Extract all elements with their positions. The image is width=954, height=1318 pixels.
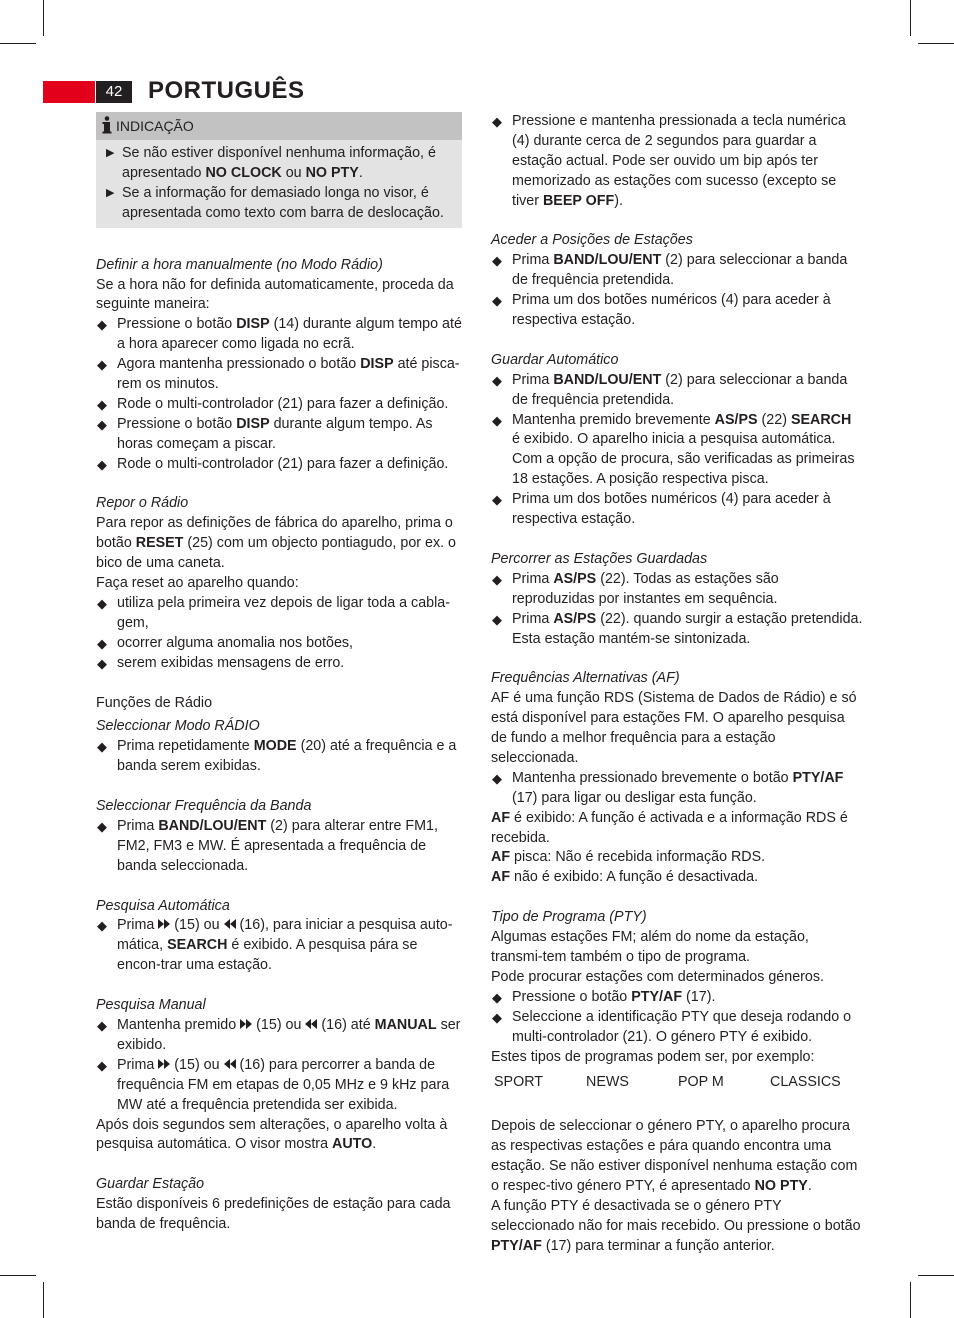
list-item: ◆ Agora mantenha pressionado o botão DISP até pisca-rem os minutos. (97, 356, 460, 393)
arrow-right-icon: ▶ (106, 186, 115, 199)
list-item: ◆ Prima repetidamente MODE (20) até a frequência e a banda serem exibidas. (97, 738, 457, 775)
crop-mark (918, 1275, 954, 1276)
pty-type: NEWS (586, 1074, 629, 1091)
section-heading: Frequências Alternativas (AF) (491, 670, 680, 687)
diamond-bullet-icon: ◆ (492, 1009, 502, 1025)
diamond-bullet-icon: ◆ (97, 1057, 107, 1073)
list-item: ◆ Prima BAND/LOU/ENT (2) para seleccionar a banda de frequência pretendida. (492, 252, 848, 289)
pty-type: SPORT (494, 1074, 543, 1091)
list-item: ◆ Prima BAND/LOU/ENT (2) para alterar entre FM1, FM2, FM3 e MW. É apresentada a frequência de banda seleccionada. (97, 817, 438, 874)
pty-type: POP M (678, 1074, 724, 1091)
diamond-bullet-icon: ◆ (97, 918, 107, 934)
diamond-bullet-icon: ◆ (492, 412, 502, 428)
crop-mark (43, 1282, 44, 1318)
paragraph: Para repor as definições de fábrica do aparelho, prima o botão RESET (25) com um objecto pontiagudo, por ex. o bico de uma caneta. (96, 515, 457, 572)
list-item: ◆ Pressione o botão DISP durante algum tempo. As horas começam a piscar. (97, 415, 433, 452)
paragraph: Se a hora não for definida automaticamente, proceda da seguinte maneira: (96, 276, 454, 313)
diamond-bullet-icon: ◆ (492, 293, 502, 309)
fast-forward-icon (240, 1019, 252, 1029)
paragraph: Após dois segundos sem alterações, o aparelho volta à pesquisa automática. O visor mostra AUTO. (96, 1116, 448, 1153)
left-column (96, 112, 462, 1235)
list-item: ◆ Rode o multi-controlador (21) para fazer a definição. (96, 455, 462, 475)
note-body (96, 140, 462, 228)
list-item: ◆ Seleccione a identificação PTY que deseja rodando o multi-controlador (21). O género PTY é exibido. (492, 1008, 852, 1045)
paragraph: Algumas estações FM; além do nome da estação, transmi-tem também o tipo de programa. (491, 929, 809, 965)
rewind-icon (305, 1019, 317, 1029)
diamond-bullet-icon: ◆ (492, 492, 502, 508)
crop-mark (0, 1275, 36, 1276)
list-item: ◆ serem exibidas mensagens de erro. (96, 654, 462, 674)
diamond-bullet-icon: ◆ (492, 372, 502, 388)
note-box (96, 112, 462, 228)
note-title: INDICAÇÃO (116, 118, 194, 134)
fast-forward-icon (158, 1059, 170, 1069)
list-item: ◆ Mantenha premido (15) ou (16) até MANUAL ser exibido. (97, 1016, 461, 1053)
crop-mark (918, 43, 954, 44)
section-heading: Pesquisa Automática (96, 897, 230, 914)
diamond-bullet-icon: ◆ (97, 357, 107, 373)
section-heading: Funções de Rádio (96, 694, 213, 711)
section-heading: Definir a hora manualmente (no Modo Rádio) (96, 256, 383, 273)
list-item: ◆ Prima (15) ou (16) para percorrer a banda de frequência FM em etapas de 0,05 MHz e 9 kHz para MW até a frequência pretendida ser exibida. (97, 1056, 450, 1113)
paragraph: AF é uma função RDS (Sistema de Dados de Rádio) e só está disponível para estações FM. O aparelho pesquisa de fundo a melhor frequência para a estação seleccionada. (491, 690, 857, 766)
section-heading: Guardar Estação (96, 1176, 205, 1193)
list-item: ◆ Pressione o botão PTY/AF (17). (491, 988, 863, 1008)
page-number: 42 (96, 81, 132, 103)
list-item: ◆ Prima BAND/LOU/ENT (2) para seleccionar a banda de frequência pretendida. (492, 371, 848, 408)
section-heading: Tipo de Programa (PTY) (491, 909, 647, 926)
section-heading: Aceder a Posições de Estações (491, 232, 693, 249)
list-item: ◆ utiliza pela primeira vez depois de ligar toda a cabla-gem, (97, 595, 450, 631)
fast-forward-icon (158, 919, 170, 929)
section-heading: Seleccionar Frequência da Banda (96, 798, 312, 815)
list-item: ◆ Pressione e mantenha pressionada a tecla numérica (4) durante cerca de 2 segundos para guardar a estação actual. Pode ser ouvido um bip após ter memorizado as estações com sucesso (excepto se tiver BEEP OFF). (492, 113, 846, 209)
diamond-bullet-icon: ◆ (492, 770, 502, 786)
paragraph: Estão disponíveis 6 predefinições de estação para cada banda de frequência. (96, 1196, 451, 1233)
note-item: ▶ Se a informação for demasiado longa no visor, é apresentada como texto com barra de deslocação. (106, 184, 444, 221)
crop-mark (910, 0, 911, 36)
paragraph: AF é exibido: A função é activada e a informação RDS é recebida. (491, 809, 848, 846)
note-header (96, 112, 462, 140)
page-header (0, 78, 954, 104)
section-heading: Pesquisa Manual (96, 997, 206, 1014)
diamond-bullet-icon: ◆ (97, 1017, 107, 1033)
diamond-bullet-icon: ◆ (97, 456, 107, 472)
section-heading: Repor o Rádio (96, 495, 189, 512)
paragraph: Pode procurar estações com determinados géneros. (491, 968, 824, 985)
list-item: ◆ ocorrer alguma anomalia nos botões, (96, 634, 462, 654)
list-item: ◆ Prima um dos botões numéricos (4) para aceder à respectiva estação. (492, 292, 831, 329)
paragraph: Estes tipos de programas podem ser, por exemplo: (491, 1048, 815, 1065)
rewind-icon (224, 1059, 236, 1069)
crop-mark (43, 0, 44, 36)
list-item: ◆ Prima AS/PS (22). Todas as estações são reproduzidas por instantes em sequência. (492, 570, 779, 607)
right-column (491, 112, 863, 1257)
diamond-bullet-icon: ◆ (492, 253, 502, 269)
section-heading: Guardar Automático (491, 351, 619, 368)
list-item: ◆ Prima um dos botões numéricos (4) para aceder à respectiva estação. (492, 491, 831, 528)
info-icon (102, 116, 112, 134)
crop-mark (910, 1282, 911, 1318)
paragraph: Faça reset ao aparelho quando: (96, 575, 299, 592)
diamond-bullet-icon: ◆ (97, 416, 107, 432)
diamond-bullet-icon: ◆ (492, 571, 502, 587)
paragraph: A função PTY é desactivada se o género PTY seleccionado não for mais recebido. Ou pressione o botão PTY/AF (17) para terminar a função anterior. (491, 1197, 861, 1254)
diamond-bullet-icon: ◆ (97, 655, 107, 671)
list-item: ◆ Prima AS/PS (22). quando surgir a estação pretendida. Esta estação mantém-se sintonizada. (492, 610, 863, 647)
diamond-bullet-icon: ◆ (97, 818, 107, 834)
list-item: ◆ Pressione o botão DISP (14) durante algum tempo até a hora aparecer como ligada no ecrã. (97, 316, 462, 353)
page-title: PORTUGUÊS (148, 77, 305, 104)
diamond-bullet-icon: ◆ (97, 635, 107, 651)
diamond-bullet-icon: ◆ (492, 989, 502, 1005)
pty-type: CLASSICS (770, 1074, 841, 1091)
diamond-bullet-icon: ◆ (492, 114, 502, 129)
paragraph: AF não é exibido: A função é desactivada. (491, 869, 759, 886)
pty-types-row (491, 1073, 863, 1093)
paragraph: AF pisca: Não é recebida informação RDS. (491, 849, 766, 866)
note-item: ▶ Se não estiver disponível nenhuma informação, é apresentado NO CLOCK ou NO PTY. (106, 145, 436, 181)
diamond-bullet-icon: ◆ (97, 596, 107, 612)
red-accent-bar (43, 81, 95, 103)
list-item: ◆ Mantenha premido brevemente AS/PS (22) SEARCH é exibido. O aparelho inicia a pesquisa automática. Com a opção de procura, são verificadas as primeiras 18 estações. A posição respectiva pisca. (492, 411, 855, 488)
section-heading: Seleccionar Modo RÁDIO (96, 718, 260, 735)
arrow-right-icon: ▶ (106, 147, 115, 159)
list-item: ◆ Prima (15) ou (16), para iniciar a pesquisa auto-mática, SEARCH é exibido. A pesquisa pára se encon-trar uma estação. (97, 917, 453, 974)
list-item: ◆ Rode o multi-controlador (21) para fazer a definição. (96, 395, 462, 415)
diamond-bullet-icon: ◆ (492, 611, 502, 627)
list-item: ◆ Mantenha pressionado brevemente o botão PTY/AF (17) para ligar ou desligar esta função. (492, 769, 844, 806)
diamond-bullet-icon: ◆ (97, 317, 107, 333)
diamond-bullet-icon: ◆ (97, 396, 107, 412)
crop-mark (0, 43, 36, 44)
rewind-icon (224, 919, 236, 929)
section-heading: Percorrer as Estações Guardadas (491, 550, 708, 567)
diamond-bullet-icon: ◆ (97, 739, 107, 755)
paragraph: Depois de seleccionar o género PTY, o aparelho procura as respectivas estações e pára quando encontra uma estação. Se não estiver disponível nenhuma estação com o respec-tivo género PTY, é apresentado NO PTY. (491, 1118, 858, 1194)
